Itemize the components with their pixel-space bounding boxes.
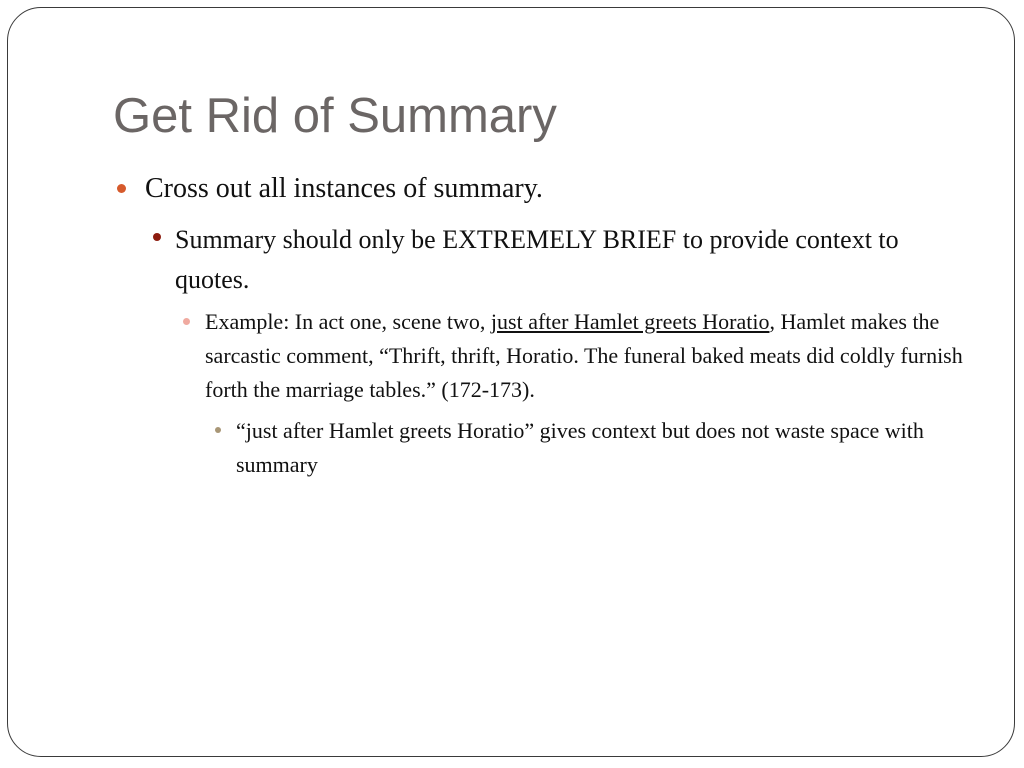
bullet-dot-level1-icon	[117, 184, 126, 193]
bullet-level2-item	[175, 220, 955, 300]
example-underlined-phrase: just after Hamlet greets Horatio	[490, 309, 770, 334]
bullet-dot-level3-icon	[183, 318, 190, 325]
bullet-level3-item	[205, 305, 970, 407]
bullet-dot-level2-icon	[153, 233, 161, 241]
bullet-dot-level4-icon	[215, 427, 221, 433]
slide-title: Get Rid of Summary	[113, 89, 557, 143]
bullet-level1-item	[145, 171, 965, 207]
bullet-level4-text: “just after Hamlet greets Horatio” gives context but does not waste space with summary	[236, 418, 924, 477]
bullet-level2-text: Summary should only be EXTREMELY BRIEF to provide context to quotes.	[175, 225, 899, 294]
bullet-level4-item	[236, 414, 956, 482]
example-prefix-text: Example: In act one, scene two,	[205, 309, 491, 334]
example-suffix-text: , Hamlet makes the sarcastic comment, “Thrift, thrift, Horatio. The funeral baked meats did coldly furnish forth the marriage tables.” (172-173).	[205, 309, 963, 402]
bullet-level1-text: Cross out all instances of summary.	[145, 173, 543, 204]
